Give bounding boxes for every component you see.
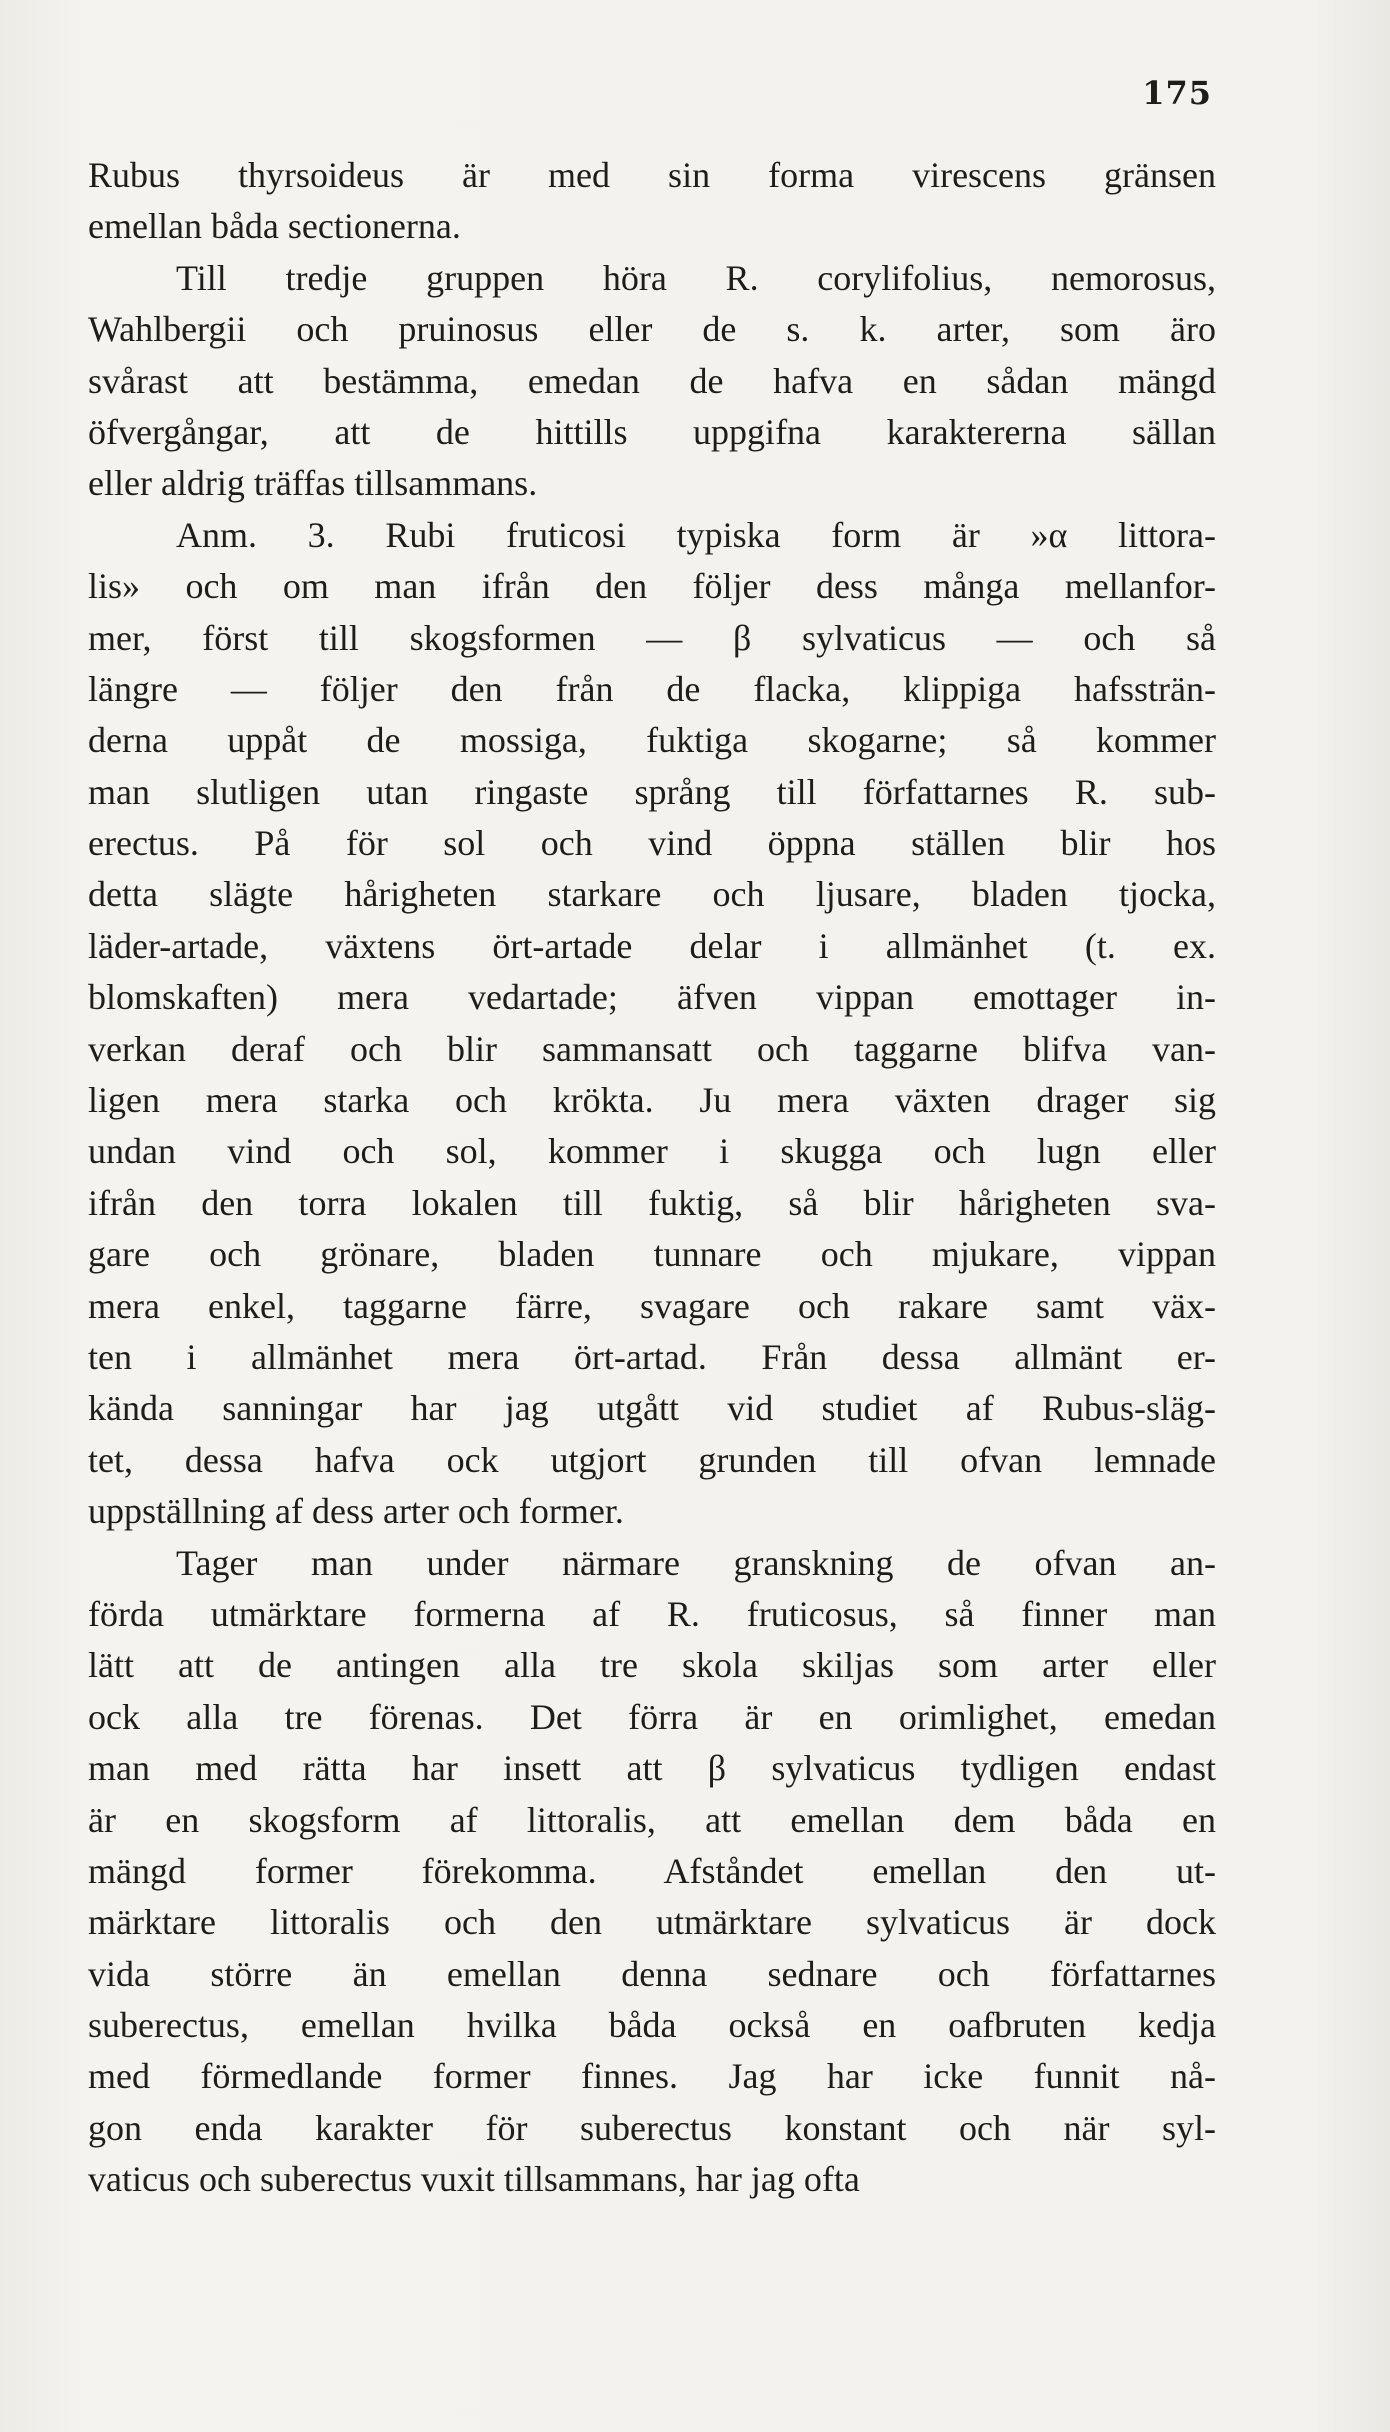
text-line: mängd former förekomma. Afståndet emellan den ut-: [88, 1850, 1216, 1891]
text-line: gare och grönare, bladen tunnare och mjukare, vippan: [88, 1234, 1216, 1275]
text-line: gon enda karakter för suberectus konstant och när syl-: [88, 2107, 1216, 2148]
text-line: emellan båda sectionerna.: [88, 206, 461, 247]
text-line: ifrån den torra lokalen till fuktig, så blir hårigheten sva-: [88, 1182, 1216, 1223]
text-line: är en skogsform af littoralis, att emellan dem båda en: [88, 1799, 1216, 1840]
body-text: [88, 150, 1216, 2206]
text-line: förda utmärktare formerna af R. fruticosus, så finner man: [88, 1593, 1216, 1634]
text-line: detta slägte hårigheten starkare och ljusare, bladen tjocka,: [88, 874, 1216, 915]
text-line: svårast att bestämma, emedan de hafva en sådan mängd: [88, 360, 1216, 401]
text-line: verkan deraf och blir sammansatt och taggarne blifva van-: [88, 1028, 1216, 1069]
text-line: Tager man under närmare granskning de ofvan an-: [176, 1542, 1216, 1583]
text-line: med förmedlande former finnes. Jag har icke funnit nå-: [88, 2056, 1216, 2097]
text-line: man med rätta har insett att β sylvaticus tydligen endast: [88, 1748, 1216, 1789]
text-line: derna uppåt de mossiga, fuktiga skogarne; så kommer: [88, 720, 1216, 761]
text-line: Anm. 3. Rubi fruticosi typiska form är »α littora-: [176, 514, 1216, 555]
text-line: suberectus, emellan hvilka båda också en oafbruten kedja: [88, 2005, 1216, 2046]
text-line: Rubus thyrsoideus är med sin forma virescens gränsen: [88, 155, 1216, 195]
text-line: vaticus och suberectus vuxit tillsammans, har jag ofta: [88, 2159, 860, 2200]
text-line: Wahlbergii och pruinosus eller de s. k. arter, som äro: [88, 309, 1216, 350]
text-line: ock alla tre förenas. Det förra är en orimlighet, emedan: [88, 1696, 1216, 1737]
text-line: undan vind och sol, kommer i skugga och lugn eller: [88, 1131, 1216, 1172]
text-line: läder-artade, växtens ört-artade delar i allmänhet (t. ex.: [88, 925, 1216, 966]
text-line: öfvergångar, att de hittills uppgifna karaktererna sällan: [88, 411, 1216, 452]
text-line: ten i allmänhet mera ört-artad. Från dessa allmänt er-: [88, 1336, 1216, 1377]
text-line: erectus. På för sol och vind öppna ställen blir hos: [88, 823, 1216, 864]
text-line: man slutligen utan ringaste språng till författarnes R. sub-: [88, 771, 1216, 812]
text-line: längre — följer den från de flacka, klippiga hafssträn-: [88, 668, 1216, 709]
text-line: uppställning af dess arter och former.: [88, 1491, 624, 1532]
text-line: mera enkel, taggarne färre, svagare och rakare samt väx-: [88, 1285, 1216, 1326]
text-line: vida större än emellan denna sednare och författarnes: [88, 1953, 1216, 1994]
text-line: märktare littoralis och den utmärktare sylvaticus är dock: [88, 1902, 1216, 1943]
text-line: tet, dessa hafva ock utgjort grunden till ofvan lemnade: [88, 1439, 1216, 1480]
text-line: eller aldrig träffas tillsammans.: [88, 463, 538, 504]
text-line: Till tredje gruppen höra R. corylifolius, nemorosus,: [176, 257, 1216, 298]
text-line: blomskaften) mera vedartade; äfven vippan emottager in-: [88, 977, 1216, 1018]
text-line: lätt att de antingen alla tre skola skiljas som arter eller: [88, 1645, 1216, 1686]
text-line: mer, först till skogsformen — β sylvaticus — och så: [88, 617, 1216, 658]
page-number: 175: [1142, 74, 1212, 112]
text-line: kända sanningar har jag utgått vid studiet af Rubus-släg-: [88, 1388, 1216, 1429]
text-line: lis» och om man ifrån den följer dess många mellanfor-: [88, 566, 1216, 607]
text-line: ligen mera starka och krökta. Ju mera växten drager sig: [88, 1080, 1216, 1121]
